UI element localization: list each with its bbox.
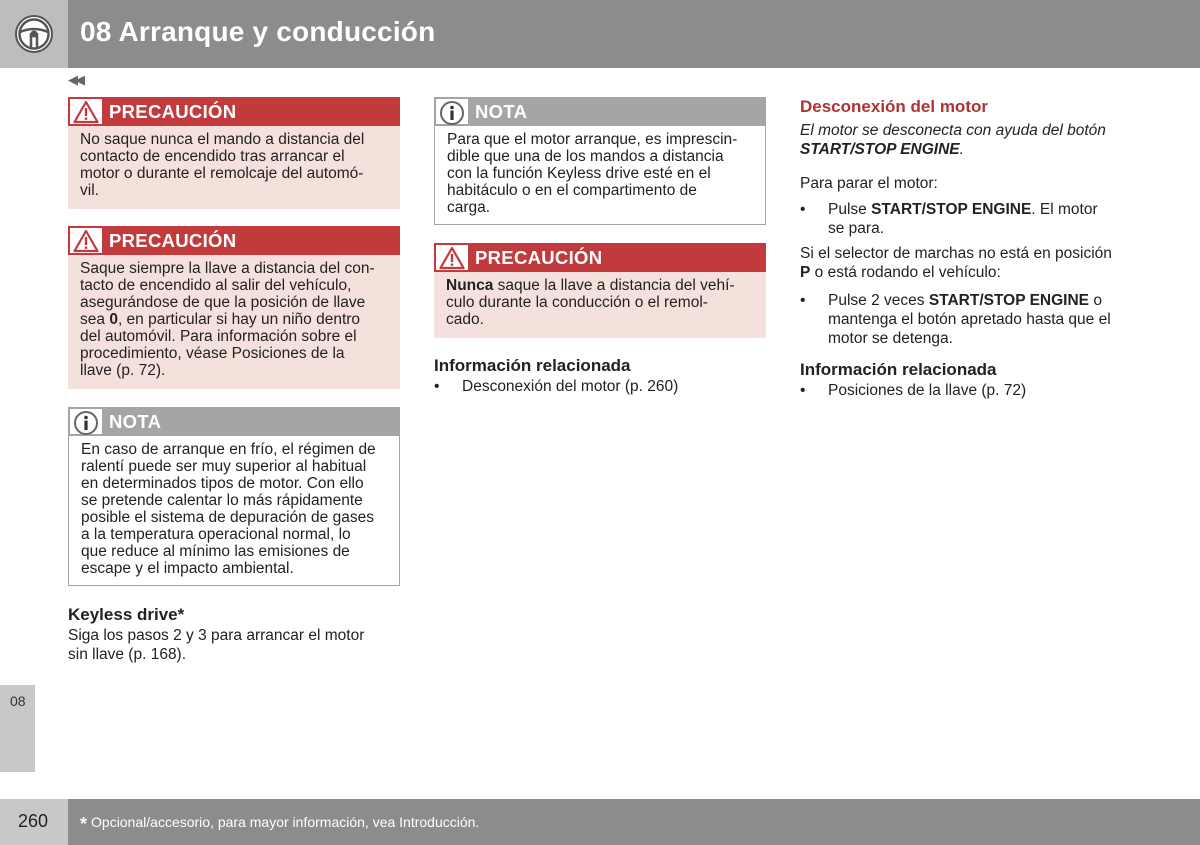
caution-header [68, 97, 400, 126]
info-icon [73, 410, 99, 436]
asterisk-marker: * [80, 814, 88, 834]
note-box-2 [434, 97, 766, 225]
chapter-side-tab[interactable] [0, 685, 35, 772]
text-line: contacto de encendido tras arrancar el [80, 148, 345, 165]
caution-text [68, 126, 400, 209]
section-heading: Desconexión del motor [800, 97, 988, 116]
bullet-item: • Pulse START/STOP ENGINE. El motor se para. [800, 201, 1098, 237]
related-info-heading: Información relacionada [434, 356, 631, 375]
text-line: sea 0, en particular si hay un niño dentro [80, 311, 361, 328]
text-line: que reduce al mínimo las emisiones de [81, 543, 350, 560]
footer-note: * Opcional/accesorio, para mayor información, vea Introducción. [80, 814, 480, 834]
stop-engine-lead: Para parar el motor: [800, 175, 938, 192]
text-line: posible el sistema de depuración de gases [81, 509, 374, 526]
note-label: NOTA [475, 101, 528, 122]
back-navigation-arrows[interactable]: ◀◀ [68, 72, 82, 87]
text-line: vil. [80, 182, 99, 199]
note-header [68, 407, 400, 436]
related-link-item[interactable]: • Desconexión del motor (p. 260) [434, 378, 679, 395]
related-link-item[interactable]: • Posiciones de la llave (p. 72) [800, 382, 1027, 399]
caution-box-3 [434, 243, 766, 338]
text-line: en determinados tipos de motor. Con ello [81, 475, 364, 492]
info-icon [439, 100, 465, 126]
note-text [434, 126, 766, 225]
keyless-heading: Keyless drive* [68, 605, 185, 624]
text-line: escape y el impacto ambiental. [81, 560, 294, 577]
caution-label: PRECAUCIÓN [109, 230, 237, 251]
text-line: ralentí puede ser muy superior al habitual [81, 458, 367, 475]
related-info-heading: Información relacionada [800, 360, 997, 379]
text-line: Saque siempre la llave a distancia del con- [80, 260, 375, 277]
note-text [68, 436, 400, 586]
related-link[interactable]: Desconexión del motor (p. 260) [462, 378, 679, 395]
caution-label: PRECAUCIÓN [475, 247, 603, 268]
text-line: procedimiento, véase Posiciones de la [80, 345, 345, 362]
bullet-item: • Pulse 2 veces START/STOP ENGINE o mantenga el botón apretado hasta que el motor se detenga. [800, 292, 1111, 347]
keyless-text: Siga los pasos 2 y 3 para arrancar el motor sin llave (p. 168). [68, 627, 365, 663]
text-line: a la temperatura operacional normal, lo [81, 526, 351, 543]
caution-header [68, 226, 400, 255]
text-line: No saque nunca el mando a distancia del [80, 131, 365, 148]
text-line: llave (p. 72). [80, 362, 166, 379]
steering-wheel-icon [14, 14, 54, 54]
caution-box-2 [68, 226, 400, 389]
chapter-icon-box [0, 0, 68, 68]
page-number: 260 [18, 811, 49, 831]
gear-selector-condition: Si el selector de marchas no está en posición P o está rodando el vehículo: [800, 245, 1112, 281]
text-line: En caso de arranque en frío, el régimen de [81, 441, 376, 458]
chapter-side-tab-label: 08 [10, 693, 26, 709]
note-box-1 [68, 407, 400, 586]
section-intro: El motor se desconecta con ayuda del botón START/STOP ENGINE. [800, 122, 1106, 158]
text-line: motor o durante el remolcaje del automó- [80, 165, 364, 182]
chapter-header [0, 0, 1200, 68]
note-header [434, 97, 766, 126]
warning-triangle-icon [73, 100, 99, 124]
note-label: NOTA [109, 411, 162, 432]
caution-text [68, 255, 400, 389]
text-line: Para que el motor arranque, es imprescin- [447, 131, 738, 148]
caution-header [434, 243, 766, 272]
warning-triangle-icon [73, 229, 99, 253]
text-line: se pretende calentar lo más rápidamente [81, 492, 363, 509]
caution-label: PRECAUCIÓN [109, 101, 237, 122]
text-line: del automóvil. Para información sobre el [80, 328, 357, 345]
related-link[interactable]: Posiciones de la llave (p. 72) [828, 382, 1027, 399]
caution-text [434, 272, 766, 338]
text-line: culo durante la conducción o el remol- [446, 294, 708, 311]
key-position-value: 0 [109, 311, 118, 328]
text-line: dible que una de los mandos a distancia [447, 148, 724, 165]
chapter-title: 08 Arranque y conducción [80, 16, 436, 47]
text-line: Nunca saque la llave a distancia del vehí- [446, 277, 735, 294]
text-line: cado. [446, 311, 484, 328]
warning-triangle-icon [439, 246, 465, 270]
caution-box-1 [68, 97, 400, 209]
text-line: asegurándose de que la posición de llave [80, 294, 366, 311]
text-line: tacto de encendido al salir del vehículo, [80, 277, 352, 294]
text-line: carga. [447, 199, 491, 216]
text-line: con la función Keyless drive esté en el [447, 165, 711, 182]
text-line: habitáculo o en el compartimento de [447, 182, 697, 199]
